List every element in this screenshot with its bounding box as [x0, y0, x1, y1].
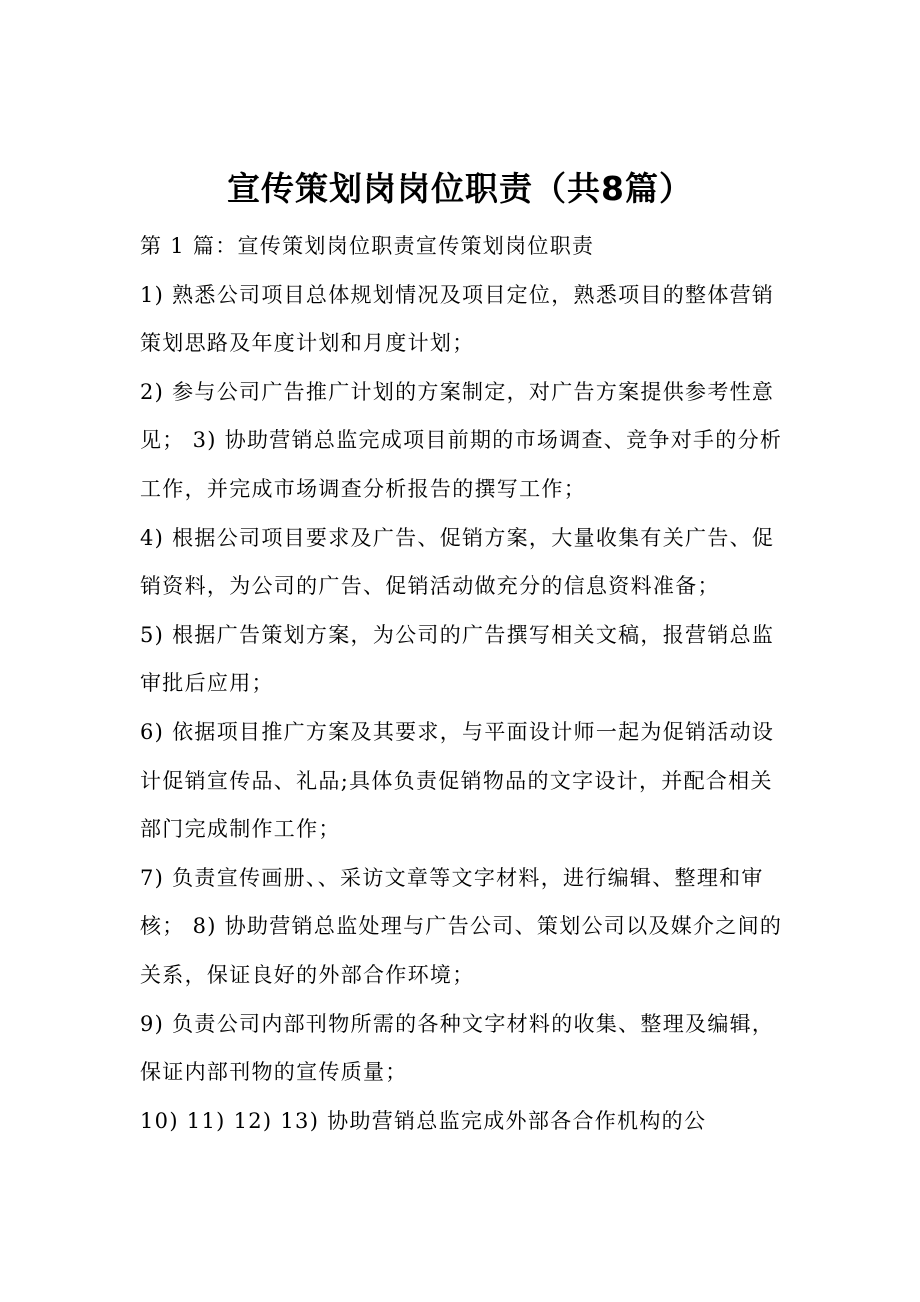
duty-paragraph-8: 10) 11) 12) 13) 协助营销总监完成外部各合作机构的公 — [140, 1108, 707, 1133]
duty-paragraph-7: 9) 负责公司内部刊物所需的各种文字材料的收集、整理及编辑，保证内部刊物的宣传质量； — [140, 1011, 775, 1085]
duty-paragraph-4: 5) 根据广告策划方案，为公司的广告撰写相关文稿，报营销总监审批后应用； — [140, 622, 775, 696]
chapter-subtitle: 第 1 篇：宣传策划岗位职责宣传策划岗位职责 — [140, 234, 595, 258]
document-title: 宣传策划岗岗位职责（共8篇） — [227, 169, 693, 209]
duty-paragraph-2: 2) 参与公司广告推广计划的方案制定，对广告方案提供参考性意见； 3) 协助营销总监完成项目前期的市场调查、竞争对手的分析工作，并完成市场调查分析报告的撰写工作； — [140, 379, 783, 501]
duty-paragraph-5: 6) 依据项目推广方案及其要求，与平面设计师一起为促销活动设计促销宣传品、礼品;具体负责促销物品的文字设计，并配合相关部门完成制作工作； — [140, 719, 775, 842]
duty-paragraph-1: 1) 熟悉公司项目总体规划情况及项目定位，熟悉项目的整体营销策划思路及年度计划和月度计划； — [140, 282, 775, 356]
duty-paragraph-3: 4) 根据公司项目要求及广告、促销方案，大量收集有关广告、促销资料，为公司的广告、促销活动做充分的信息资料准备； — [140, 525, 775, 599]
document-body — [140, 222, 788, 1145]
duty-paragraph-6: 7) 负责宣传画册、、采访文章等文字材料，进行编辑、整理和审核； 8) 协助营销总监处理与广告公司、策划公司以及媒介之间的关系，保证良好的外部合作环境； — [140, 865, 783, 987]
